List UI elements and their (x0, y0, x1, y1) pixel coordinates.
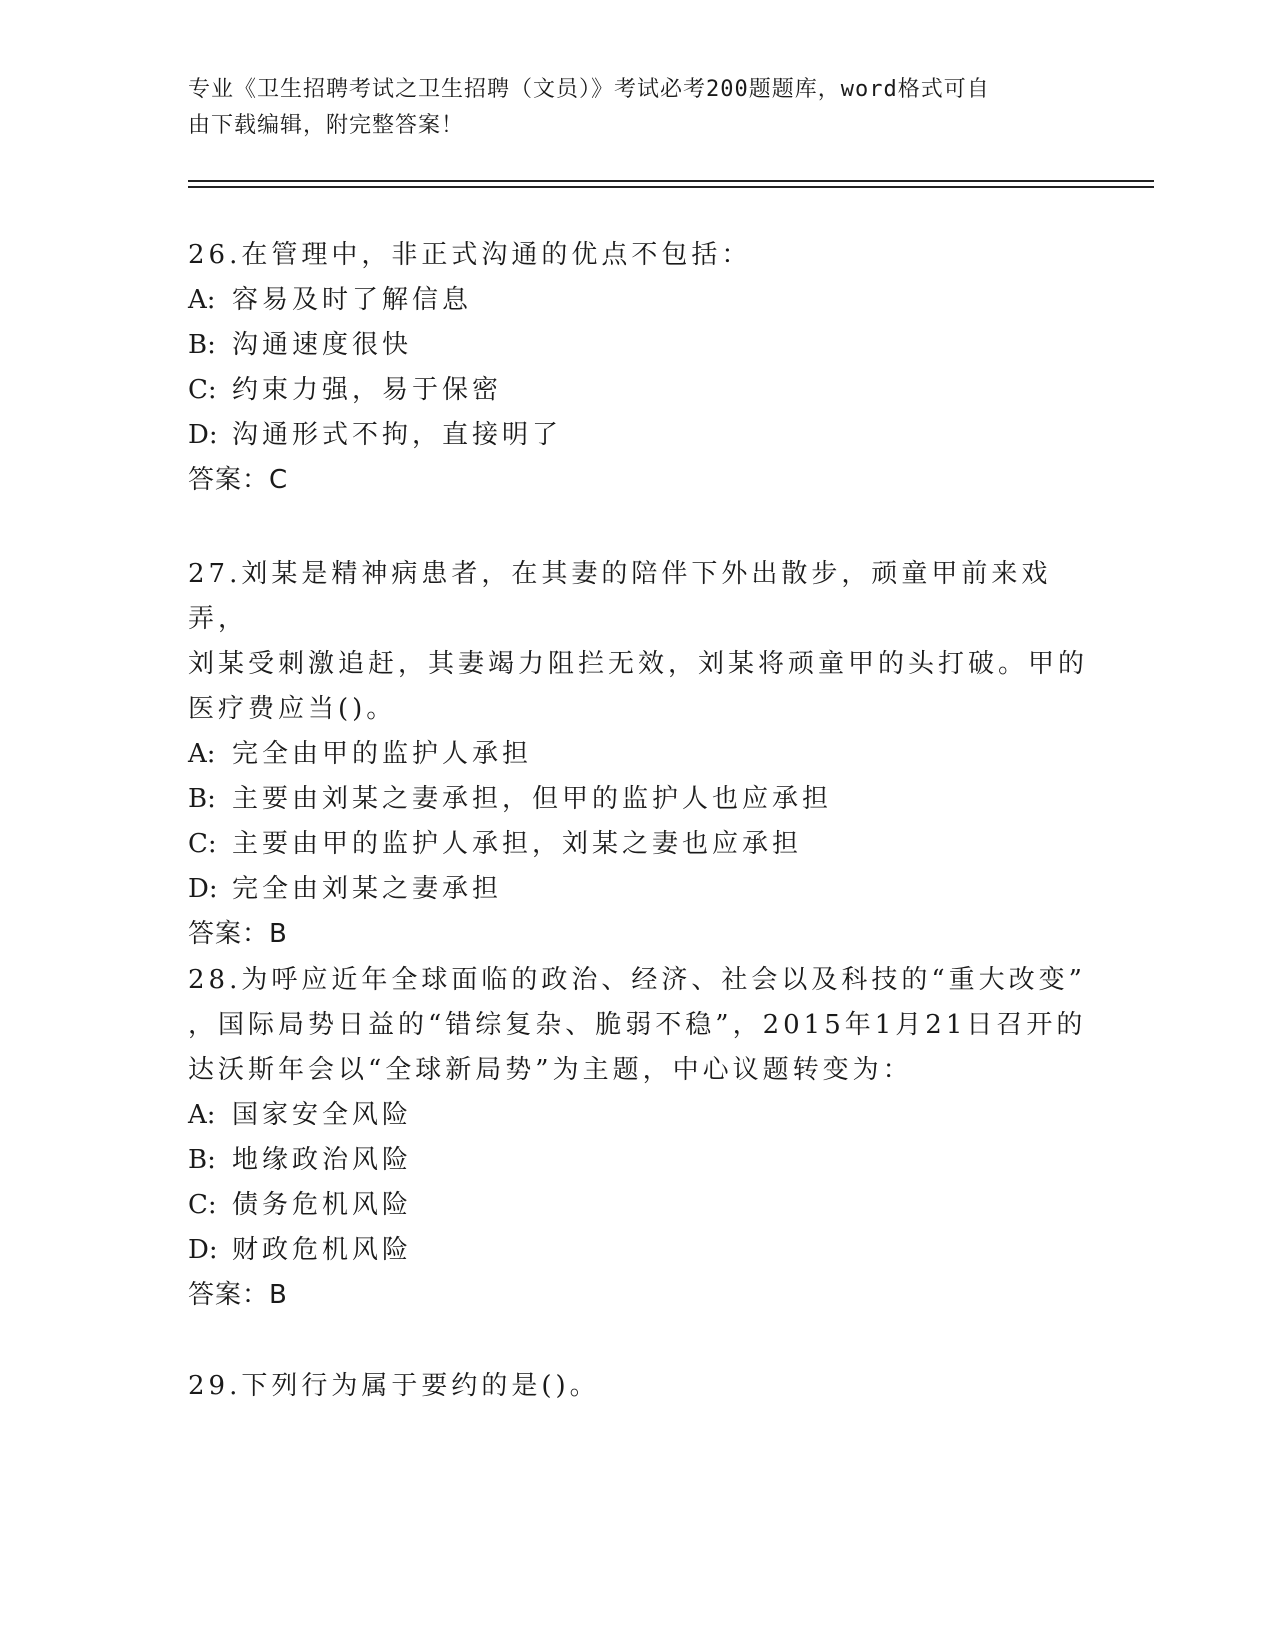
option-text: 地缘政治风险 (232, 1145, 413, 1175)
option-letter: B: (188, 1145, 216, 1175)
option-a (188, 278, 1088, 323)
option-c (188, 822, 1088, 867)
document-header (188, 72, 1068, 144)
option-letter: C: (188, 1190, 217, 1220)
option-c (188, 1183, 1088, 1228)
question-stem: 刘某受刺激追赶，其妻竭力阻拦无效，刘某将顽童甲的头打破。甲的 (188, 649, 1089, 679)
option-text: 完全由刘某之妻承担 (232, 874, 503, 904)
option-letter: D: (188, 420, 218, 450)
option-letter: C: (188, 375, 217, 405)
option-text: 国家安全风险 (232, 1100, 413, 1130)
option-letter: D: (188, 874, 218, 904)
header-divider (188, 186, 1154, 188)
answer-line: 答案：B (188, 1280, 288, 1310)
answer-line: 答案：B (188, 919, 288, 949)
question-block (188, 233, 1088, 503)
question-block (188, 552, 1088, 957)
question-stem: 29.下列行为属于要约的是()。 (188, 1371, 600, 1401)
option-text: 容易及时了解信息 (232, 285, 473, 315)
question-stem: 26.在管理中，非正式沟通的优点不包括： (188, 240, 752, 270)
option-text: 主要由刘某之妻承担，但甲的监护人也应承担 (232, 784, 833, 814)
option-text: 财政危机风险 (232, 1235, 413, 1265)
option-letter: A: (188, 1100, 216, 1130)
option-letter: B: (188, 330, 216, 360)
question-block (188, 958, 1088, 1318)
question-stem: 28.为呼应近年全球面临的政治、经济、社会以及科技的“重大改变” (188, 965, 1086, 995)
question-stem: ，国际局势日益的“错综复杂、脆弱不稳”，2015年1月21日召开的 (188, 1010, 1087, 1040)
option-text: 沟通形式不拘，直接明了 (232, 420, 563, 450)
question-stem: 达沃斯年会以“全球新局势”为主题，中心议题转变为： (188, 1055, 913, 1085)
option-b (188, 323, 1088, 368)
option-a (188, 1093, 1088, 1138)
option-text: 主要由甲的监护人承担，刘某之妻也应承担 (232, 829, 803, 859)
question-stem: 医疗费应当()。 (188, 694, 397, 724)
option-letter: B: (188, 784, 216, 814)
option-letter: D: (188, 1235, 218, 1265)
option-text: 约束力强，易于保密 (232, 375, 503, 405)
option-letter: A: (188, 739, 216, 769)
option-text: 沟通速度很快 (232, 330, 413, 360)
answer-line: 答案：C (188, 465, 289, 495)
header-line: 由下载编辑，附完整答案！ (188, 113, 465, 138)
option-c (188, 368, 1088, 413)
option-b (188, 777, 1088, 822)
option-letter: A: (188, 285, 216, 315)
option-text: 债务危机风险 (232, 1190, 413, 1220)
option-d (188, 413, 1088, 458)
question-stem: 27.刘某是精神病患者，在其妻的陪伴下外出散步，顽童甲前来戏弄， (188, 559, 1052, 634)
option-letter: C: (188, 829, 217, 859)
header-line: 专业《卫生招聘考试之卫生招聘（文员）》考试必考200题题库，word格式可自 (188, 77, 990, 102)
question-block (188, 1364, 1088, 1409)
option-b (188, 1138, 1088, 1183)
option-a (188, 732, 1088, 777)
header-divider (188, 180, 1154, 182)
option-text: 完全由甲的监护人承担 (232, 739, 533, 769)
option-d (188, 1228, 1088, 1273)
option-d (188, 867, 1088, 912)
